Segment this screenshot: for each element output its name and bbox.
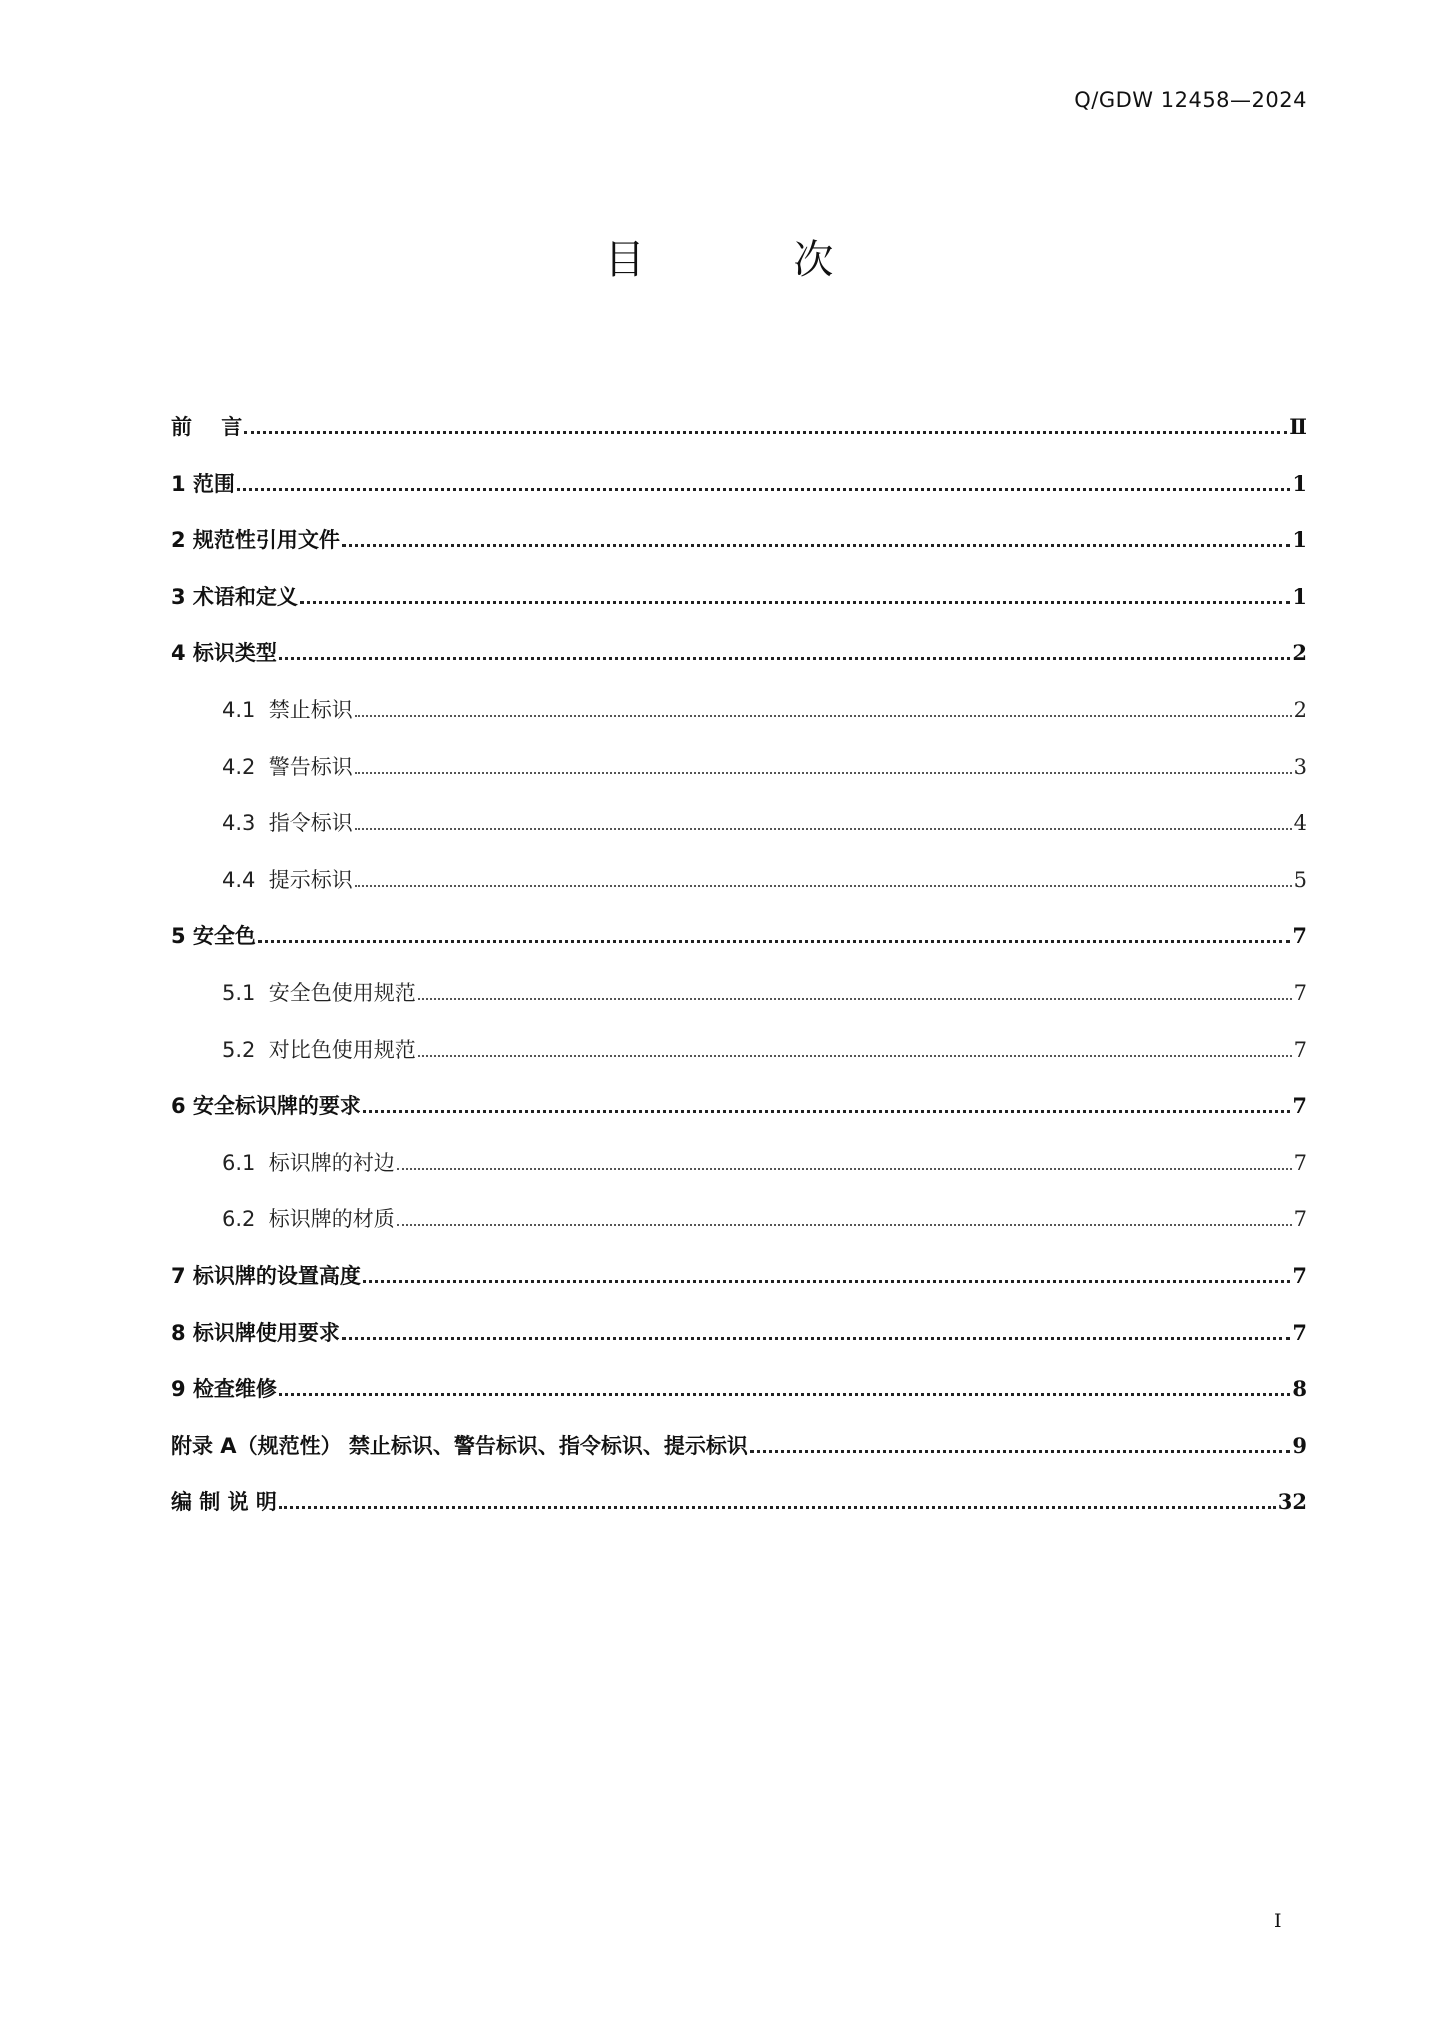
toc-entry[interactable] (171, 1306, 1307, 1346)
toc-entry-label: 4 标识类型 (171, 641, 277, 666)
toc-entry-page: 3 (1293, 754, 1307, 779)
toc-entry-page: 1 (1292, 470, 1307, 496)
toc-entry-page: 7 (1292, 923, 1307, 949)
toc-entry[interactable] (171, 796, 1307, 836)
toc-entry-label: 7 标识牌的设置高度 (171, 1264, 361, 1288)
toc-entry-label: 9 检查维修 (171, 1377, 277, 1402)
page-title: 目 次 (604, 237, 902, 283)
toc-entry-label: 5.2 对比色使用规范 (222, 1037, 416, 1062)
toc-entry[interactable] (171, 966, 1307, 1006)
toc-entry-page: 5 (1293, 867, 1307, 892)
toc-entry-page: 7 (1293, 1207, 1307, 1232)
toc-entry-label: 4.4 提示标识 (222, 867, 353, 892)
dot-leader (418, 1055, 1292, 1057)
document-code: Q/GDW 12458—2024 (1074, 88, 1307, 112)
toc-entry-label: 3 术语和定义 (171, 584, 298, 609)
dot-leader (355, 715, 1292, 717)
toc-entry-page: 7 (1293, 1037, 1307, 1062)
toc-entry[interactable] (171, 1419, 1307, 1459)
toc-entry[interactable] (171, 1136, 1307, 1176)
toc-entry-page: 1 (1292, 583, 1307, 609)
toc-entry[interactable] (171, 1192, 1307, 1232)
toc-entry-label: 6 安全标识牌的要求 (171, 1094, 361, 1119)
toc-entry-page: Ⅱ (1289, 414, 1307, 439)
dot-leader (750, 1450, 1291, 1453)
toc-entry-label: 4.2 警告标识 (222, 754, 353, 779)
dot-leader (342, 1337, 1290, 1340)
toc-entry-label: 6.2 标识牌的材质 (222, 1207, 395, 1232)
dot-leader (258, 940, 1290, 943)
toc-entry-label: 1 范围 (171, 471, 235, 496)
toc-entry-page: 2 (1293, 698, 1307, 722)
dot-leader (342, 544, 1290, 547)
toc-entry-label: 前 言 (171, 415, 243, 439)
toc-entry-label: 编 制 说 明 (171, 1490, 277, 1515)
toc-entry[interactable] (171, 400, 1307, 440)
toc-entry[interactable] (171, 853, 1307, 893)
toc-entry[interactable] (171, 626, 1307, 666)
toc-entry[interactable] (171, 570, 1307, 610)
dot-leader (237, 488, 1290, 491)
toc-entry-page: 7 (1292, 1319, 1307, 1345)
toc-entry-page: 7 (1293, 981, 1307, 1005)
toc-entry-label: 4.3 指令标识 (222, 811, 353, 836)
toc-entry[interactable] (171, 1475, 1307, 1515)
toc-entry-page: 9 (1292, 1432, 1307, 1458)
dot-leader (279, 1393, 1290, 1396)
dot-leader (363, 1280, 1290, 1283)
dot-leader (355, 772, 1292, 774)
toc-entry-page: 7 (1293, 1150, 1307, 1175)
dot-leader (363, 1110, 1290, 1113)
dot-leader (355, 828, 1292, 830)
dot-leader (279, 1506, 1276, 1509)
dot-leader (244, 431, 1287, 434)
toc-entry[interactable] (171, 1362, 1307, 1402)
toc-entry-label: 6.1 标识牌的衬边 (222, 1150, 395, 1175)
toc-entry-label: 附录 A（规范性） 禁止标识、警告标识、指令标识、提示标识 (171, 1433, 748, 1458)
toc-entry[interactable] (171, 909, 1307, 949)
toc-entry-label: 5 安全色 (171, 924, 256, 949)
toc-entry-page: 7 (1292, 1093, 1307, 1119)
toc-entry[interactable] (171, 513, 1307, 553)
toc-entry-label: 2 规范性引用文件 (171, 528, 340, 553)
toc-entry-page: 2 (1292, 640, 1307, 666)
toc-entry[interactable] (171, 1079, 1307, 1119)
toc-entry[interactable] (171, 683, 1307, 723)
toc-entry-page: 8 (1292, 1376, 1307, 1402)
toc-entry[interactable] (171, 457, 1307, 497)
toc-entry-page: 7 (1292, 1263, 1307, 1288)
toc-entry-label: 4.1 禁止标识 (222, 698, 353, 722)
dot-leader (418, 998, 1292, 1000)
dot-leader (300, 601, 1290, 604)
toc-entry-label: 8 标识牌使用要求 (171, 1320, 340, 1345)
toc-entry[interactable] (171, 1249, 1307, 1289)
toc-entry-page: 4 (1293, 811, 1307, 836)
toc-entry[interactable] (171, 1023, 1307, 1063)
page-number: I (1274, 1910, 1282, 1932)
toc-entry-label: 5.1 安全色使用规范 (222, 981, 416, 1005)
dot-leader (355, 885, 1292, 887)
toc-entry[interactable] (171, 740, 1307, 780)
dot-leader (279, 657, 1290, 660)
dot-leader (397, 1168, 1292, 1170)
toc-entry-page: 1 (1292, 527, 1307, 553)
toc-entry-page: 32 (1277, 1489, 1307, 1515)
dot-leader (397, 1224, 1292, 1226)
